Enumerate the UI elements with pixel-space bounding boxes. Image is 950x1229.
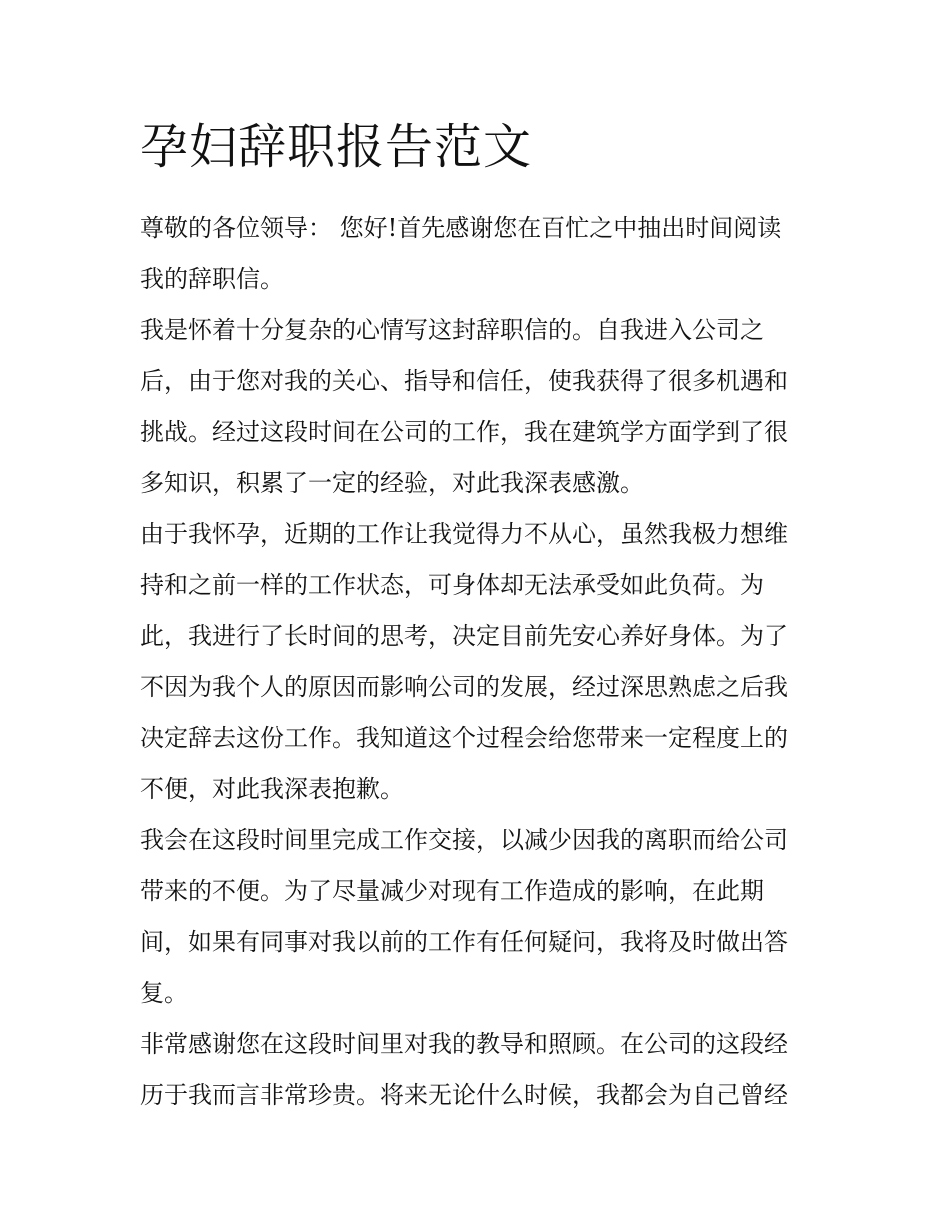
text-line: 由于我怀孕，近期的工作让我觉得力不从心，虽然我极力想维 [140, 520, 788, 548]
paragraph-handover [140, 815, 812, 1019]
text-line: 我会在这段时间里完成工作交接，以减少因我的离职而给公司 [140, 826, 788, 854]
paragraph-thanks [140, 1019, 812, 1121]
text-line: 我的辞职信。 [140, 265, 284, 293]
document-title: 孕妇辞职报告范文 [140, 119, 533, 175]
paragraph-introduction [140, 305, 812, 509]
document-content [140, 118, 812, 1109]
text-line: 我是怀着十分复杂的心情写这封辞职信的。自我进入公司之 [140, 316, 764, 344]
text-line: 多知识，积累了一定的经验，对此我深表感激。 [140, 469, 644, 497]
text-line: 非常感谢您在这段时间里对我的教导和照顾。在公司的这段经 [140, 1030, 788, 1058]
text-line: 不便，对此我深表抱歉。 [140, 775, 404, 803]
paragraph-greeting [140, 203, 812, 305]
text-line: 复。 [140, 979, 188, 1007]
text-line: 挑战。经过这段时间在公司的工作，我在建筑学方面学到了很 [140, 418, 788, 446]
text-line: 此，我进行了长时间的思考，决定目前先安心养好身体。为了 [140, 622, 788, 650]
text-line: 不因为我个人的原因而影响公司的发展，经过深思熟虑之后我 [140, 673, 788, 701]
paragraph-reason [140, 509, 812, 815]
document-body [140, 203, 812, 1121]
text-line: 决定辞去这份工作。我知道这个过程会给您带来一定程度上的 [140, 724, 788, 752]
text-line: 尊敬的各位领导： 您好!首先感谢您在百忙之中抽出时间阅读 [140, 214, 782, 242]
text-line: 后，由于您对我的关心、指导和信任，使我获得了很多机遇和 [140, 367, 788, 395]
text-line: 持和之前一样的工作状态，可身体却无法承受如此负荷。为 [140, 571, 764, 599]
text-line: 间，如果有同事对我以前的工作有任何疑问，我将及时做出答 [140, 928, 788, 956]
text-line: 带来的不便。为了尽量减少对现有工作造成的影响，在此期 [140, 877, 764, 905]
text-line: 历于我而言非常珍贵。将来无论什么时候，我都会为自己曾经 [140, 1081, 788, 1109]
